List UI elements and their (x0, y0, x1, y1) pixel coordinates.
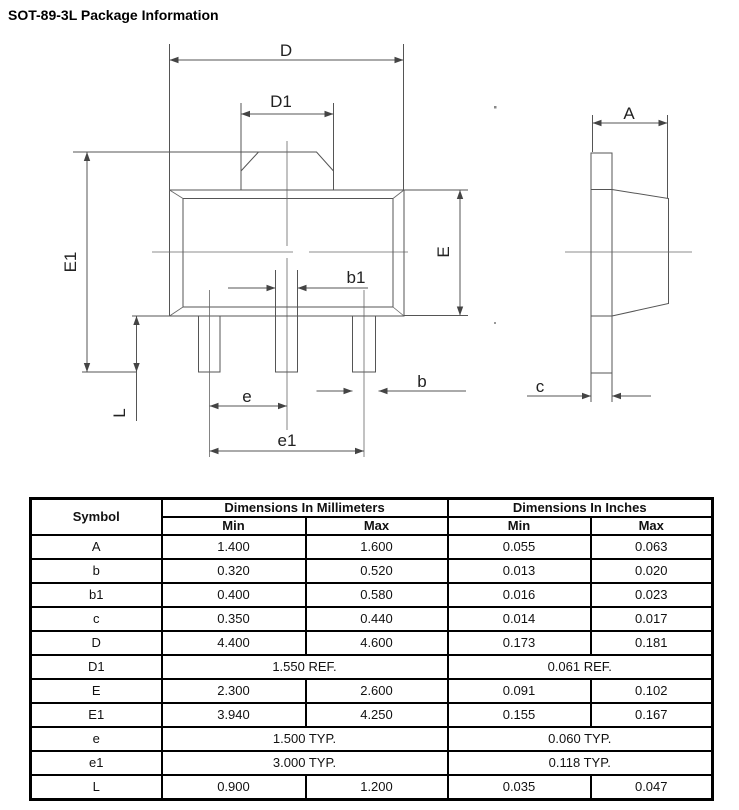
symbol-cell: D (31, 631, 162, 655)
value-cell: 0.055 (448, 535, 591, 559)
table-row (31, 679, 713, 703)
stray-dot (494, 322, 496, 324)
value-cell: 0.020 (591, 559, 713, 583)
dim-label-e-height: E (434, 246, 453, 258)
bevel-line (393, 307, 404, 316)
value-cell: 1.200 (306, 775, 448, 800)
table-row (31, 631, 713, 655)
dim-c (527, 373, 651, 402)
body-side-profile (591, 190, 669, 317)
centerlines (152, 141, 408, 430)
value-cell: 0.173 (448, 631, 591, 655)
value-cell: 0.900 (162, 775, 306, 800)
value-cell: 0.063 (591, 535, 713, 559)
col-header-in-max: Max (591, 517, 713, 535)
value-cell-merged: 1.500 TYP. (162, 727, 448, 751)
dim-label-b1: b1 (346, 268, 366, 287)
dim-label-c: c (535, 377, 545, 396)
value-cell: 0.440 (306, 607, 448, 631)
value-cell: 4.250 (306, 703, 448, 727)
dim-label-d: D (279, 41, 293, 60)
value-cell: 4.400 (162, 631, 306, 655)
dim-e-pitch (210, 387, 288, 406)
dim-label-a: A (623, 104, 635, 123)
col-header-inches: Dimensions In Inches (448, 499, 713, 518)
value-cell: 0.013 (448, 559, 591, 583)
value-cell: 0.167 (591, 703, 713, 727)
col-header-mm-min: Min (162, 517, 306, 535)
tab-side-outline (591, 153, 612, 373)
value-cell-merged: 0.060 TYP. (448, 727, 713, 751)
value-cell: 0.014 (448, 607, 591, 631)
body-inner-outline (183, 199, 393, 308)
dim-l (110, 316, 170, 421)
value-cell: 0.320 (162, 559, 306, 583)
dim-d (170, 41, 404, 190)
symbol-cell: D1 (31, 655, 162, 679)
page-title: SOT-89-3L Package Information (8, 7, 219, 23)
dim-label-e1-pitch: e1 (277, 431, 297, 450)
value-cell-merged: 3.000 TYP. (162, 751, 448, 775)
symbol-cell: E1 (31, 703, 162, 727)
value-cell: 0.400 (162, 583, 306, 607)
symbol-cell: b (31, 559, 162, 583)
dim-label-e-pitch: e (242, 387, 252, 406)
table-row (31, 535, 713, 559)
table-row (31, 775, 713, 800)
value-cell-merged: 1.550 REF. (162, 655, 448, 679)
value-cell-merged: 0.061 REF. (448, 655, 713, 679)
dim-label-e1-height: E1 (61, 251, 80, 273)
dim-label-l: L (110, 408, 129, 418)
value-cell: 0.023 (591, 583, 713, 607)
value-cell: 4.600 (306, 631, 448, 655)
bevel-line (170, 307, 184, 316)
value-cell: 1.400 (162, 535, 306, 559)
value-cell: 0.181 (591, 631, 713, 655)
dim-label-b: b (417, 372, 427, 391)
dimensions-table (29, 497, 714, 801)
symbol-cell: e (31, 727, 162, 751)
value-cell: 2.600 (306, 679, 448, 703)
table-row (31, 583, 713, 607)
table-row (31, 703, 713, 727)
value-cell: 0.035 (448, 775, 591, 800)
side-view (527, 104, 692, 402)
col-header-symbol: Symbol (31, 499, 162, 536)
table-row (31, 655, 713, 679)
symbol-cell: e1 (31, 751, 162, 775)
symbol-cell: c (31, 607, 162, 631)
col-header-millimeters: Dimensions In Millimeters (162, 499, 448, 518)
col-header-mm-max: Max (306, 517, 448, 535)
symbol-cell: A (31, 535, 162, 559)
dim-label-d1: D1 (270, 92, 292, 111)
value-cell: 0.520 (306, 559, 448, 583)
value-cell: 3.940 (162, 703, 306, 727)
dim-e-height (404, 190, 468, 316)
bevel-line (170, 190, 184, 199)
value-cell: 1.600 (306, 535, 448, 559)
col-header-in-min: Min (448, 517, 591, 535)
value-cell: 0.102 (591, 679, 713, 703)
dim-e1-height (61, 152, 259, 372)
symbol-cell: L (31, 775, 162, 800)
table-row (31, 727, 713, 751)
table-header-row (31, 499, 713, 518)
value-cell: 0.091 (448, 679, 591, 703)
value-cell: 0.047 (591, 775, 713, 800)
symbol-cell: b1 (31, 583, 162, 607)
value-cell-merged: 0.118 TYP. (448, 751, 713, 775)
lead-center (276, 316, 298, 372)
bevel-line (393, 190, 404, 199)
stray-dot (494, 106, 497, 109)
value-cell: 0.016 (448, 583, 591, 607)
dim-e1-pitch (210, 431, 365, 451)
value-cell: 0.580 (306, 583, 448, 607)
value-cell: 0.017 (591, 607, 713, 631)
table-row (31, 607, 713, 631)
value-cell: 0.155 (448, 703, 591, 727)
dim-a (593, 104, 668, 198)
front-view (61, 41, 497, 457)
symbol-cell: E (31, 679, 162, 703)
value-cell: 2.300 (162, 679, 306, 703)
dim-b (317, 372, 467, 391)
table-row (31, 559, 713, 583)
table-row (31, 751, 713, 775)
value-cell: 0.350 (162, 607, 306, 631)
